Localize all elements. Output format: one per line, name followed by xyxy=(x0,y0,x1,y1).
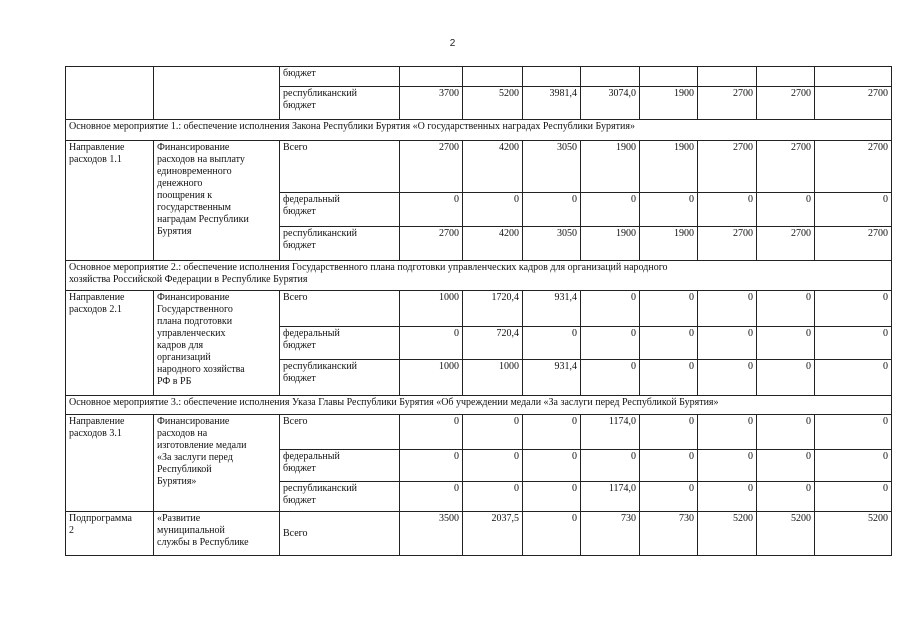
value-cell: 0 xyxy=(698,360,757,396)
direction-cell xyxy=(66,67,154,120)
value-cell: 0 xyxy=(523,193,581,227)
value-cell: 0 xyxy=(757,450,815,482)
value-cell: 3700 xyxy=(400,87,463,120)
value-cell: 730 xyxy=(640,512,698,556)
value-cell: 0 xyxy=(698,482,757,512)
value-cell: 0 xyxy=(757,193,815,227)
value-cell: 0 xyxy=(400,450,463,482)
value-cell: 2700 xyxy=(757,87,815,120)
value-cell: 0 xyxy=(815,291,892,327)
value-cell: 1900 xyxy=(640,141,698,193)
value-cell: 5200 xyxy=(463,87,523,120)
value-cell: 0 xyxy=(640,291,698,327)
value-cell: 0 xyxy=(463,193,523,227)
budget-table xyxy=(65,66,892,556)
value-cell: 3050 xyxy=(523,227,581,261)
value-cell: 4200 xyxy=(463,227,523,261)
value-cell: 5200 xyxy=(698,512,757,556)
value-cell: 2700 xyxy=(698,87,757,120)
value-cell: 0 xyxy=(581,360,640,396)
value-cell: 0 xyxy=(581,327,640,360)
value-cell: 0 xyxy=(640,193,698,227)
value-cell: 0 xyxy=(581,291,640,327)
table-row xyxy=(66,512,892,556)
description-cell: Финансирование расходов на изготовление медали «За заслуги перед Республикой Бурятия» xyxy=(154,415,280,512)
value-cell: 2700 xyxy=(400,227,463,261)
value-cell: 5200 xyxy=(815,512,892,556)
value-cell: 0 xyxy=(400,193,463,227)
value-cell: 0 xyxy=(400,415,463,450)
source-cell: Всего xyxy=(280,291,400,327)
source-cell: федеральный бюджет xyxy=(280,193,400,227)
value-cell: 730 xyxy=(581,512,640,556)
source-cell: федеральный бюджет xyxy=(280,450,400,482)
value-cell: 1000 xyxy=(400,291,463,327)
direction-cell: Направление расходов 3.1 xyxy=(66,415,154,512)
section-row xyxy=(66,396,892,415)
value-cell: 0 xyxy=(757,360,815,396)
value-cell: 0 xyxy=(815,360,892,396)
section-title: Основное мероприятие 2.: обеспечение исполнения Государственного плана подготовки управленческих кадров для организаций народного хозяйства Российской Федерации в Республике Бурятия xyxy=(66,261,892,291)
description-cell: Финансирование Государственного плана подготовки управленческих кадров для организаций народного хозяйства РФ в РБ xyxy=(154,291,280,396)
value-cell: 0 xyxy=(815,482,892,512)
value-cell: 0 xyxy=(698,450,757,482)
value-cell: 2700 xyxy=(815,87,892,120)
source-cell: республиканский бюджет xyxy=(280,360,400,396)
value-cell: 0 xyxy=(640,450,698,482)
value-cell: 0 xyxy=(400,327,463,360)
value-cell: 0 xyxy=(815,193,892,227)
value-cell: 2700 xyxy=(698,227,757,261)
value-cell: 0 xyxy=(523,512,581,556)
table-row xyxy=(66,67,892,87)
source-cell: Всего xyxy=(280,512,400,556)
value-cell: 720,4 xyxy=(463,327,523,360)
direction-cell: Подпрограмма 2 xyxy=(66,512,154,556)
value-cell: 0 xyxy=(523,327,581,360)
source-cell: Всего xyxy=(280,415,400,450)
value-cell: 0 xyxy=(640,360,698,396)
value-cell: 0 xyxy=(757,415,815,450)
description-cell: «Развитие муниципальной службы в Республике xyxy=(154,512,280,556)
value-cell: 0 xyxy=(463,450,523,482)
source-cell: республиканский бюджет xyxy=(280,482,400,512)
direction-cell: Направление расходов 2.1 xyxy=(66,291,154,396)
value-cell: 1720,4 xyxy=(463,291,523,327)
value-cell: 0 xyxy=(640,415,698,450)
source-cell: федеральный бюджет xyxy=(280,327,400,360)
value-cell: 2700 xyxy=(815,227,892,261)
value-cell: 1174,0 xyxy=(581,415,640,450)
value-cell: 931,4 xyxy=(523,360,581,396)
value-cell: 4200 xyxy=(463,141,523,193)
page-number: 2 xyxy=(449,38,456,49)
section-row xyxy=(66,120,892,141)
value-cell: 0 xyxy=(815,415,892,450)
value-cell: 3074,0 xyxy=(581,87,640,120)
direction-cell: Направление расходов 1.1 xyxy=(66,141,154,261)
value-cell: 0 xyxy=(463,482,523,512)
value-cell: 2037,5 xyxy=(463,512,523,556)
value-cell: 1900 xyxy=(581,227,640,261)
value-cell: 0 xyxy=(400,482,463,512)
value-cell: 931,4 xyxy=(523,291,581,327)
description-cell: Финансирование расходов на выплату единовременного денежного поощрения к государственным наградам Республики Бурятия xyxy=(154,141,280,261)
value-cell: 0 xyxy=(523,415,581,450)
value-cell: 3981,4 xyxy=(523,87,581,120)
section-row xyxy=(66,261,892,291)
value-cell: 2700 xyxy=(757,227,815,261)
value-cell: 1900 xyxy=(640,87,698,120)
value-cell: 2700 xyxy=(815,141,892,193)
table-row xyxy=(66,415,892,450)
value-cell: 0 xyxy=(698,415,757,450)
value-cell: 5200 xyxy=(757,512,815,556)
value-cell: 0 xyxy=(698,327,757,360)
value-cell: 1900 xyxy=(581,141,640,193)
value-cell: 1000 xyxy=(463,360,523,396)
table-row xyxy=(66,291,892,327)
table-row xyxy=(66,141,892,193)
value-cell: 1174,0 xyxy=(581,482,640,512)
value-cell: 0 xyxy=(640,327,698,360)
source-cell: республиканский бюджет xyxy=(280,227,400,261)
value-cell: 0 xyxy=(640,482,698,512)
value-cell: 0 xyxy=(698,291,757,327)
value-cell: 0 xyxy=(523,450,581,482)
value-cell: 0 xyxy=(463,415,523,450)
value-cell: 0 xyxy=(757,291,815,327)
source-cell: бюджет xyxy=(280,67,400,87)
value-cell: 0 xyxy=(581,193,640,227)
section-title: Основное мероприятие 3.: обеспечение исполнения Указа Главы Республики Бурятия «Об учреждении медали «За заслуги перед Республикой Бурятия» xyxy=(66,396,892,415)
value-cell: 1900 xyxy=(640,227,698,261)
value-cell: 0 xyxy=(757,482,815,512)
value-cell: 2700 xyxy=(757,141,815,193)
value-cell: 0 xyxy=(815,450,892,482)
value-cell: 0 xyxy=(757,327,815,360)
source-cell: Всего xyxy=(280,141,400,193)
description-cell xyxy=(154,67,280,120)
value-cell: 3050 xyxy=(523,141,581,193)
value-cell: 0 xyxy=(581,450,640,482)
source-cell: республиканский бюджет xyxy=(280,87,400,120)
value-cell: 0 xyxy=(698,193,757,227)
value-cell: 3500 xyxy=(400,512,463,556)
value-cell: 1000 xyxy=(400,360,463,396)
value-cell: 0 xyxy=(523,482,581,512)
value-cell: 2700 xyxy=(698,141,757,193)
value-cell: 2700 xyxy=(400,141,463,193)
section-title: Основное мероприятие 1.: обеспечение исполнения Закона Республики Бурятия «О государственных наградах Республики Бурятия» xyxy=(66,120,892,141)
value-cell: 0 xyxy=(815,327,892,360)
